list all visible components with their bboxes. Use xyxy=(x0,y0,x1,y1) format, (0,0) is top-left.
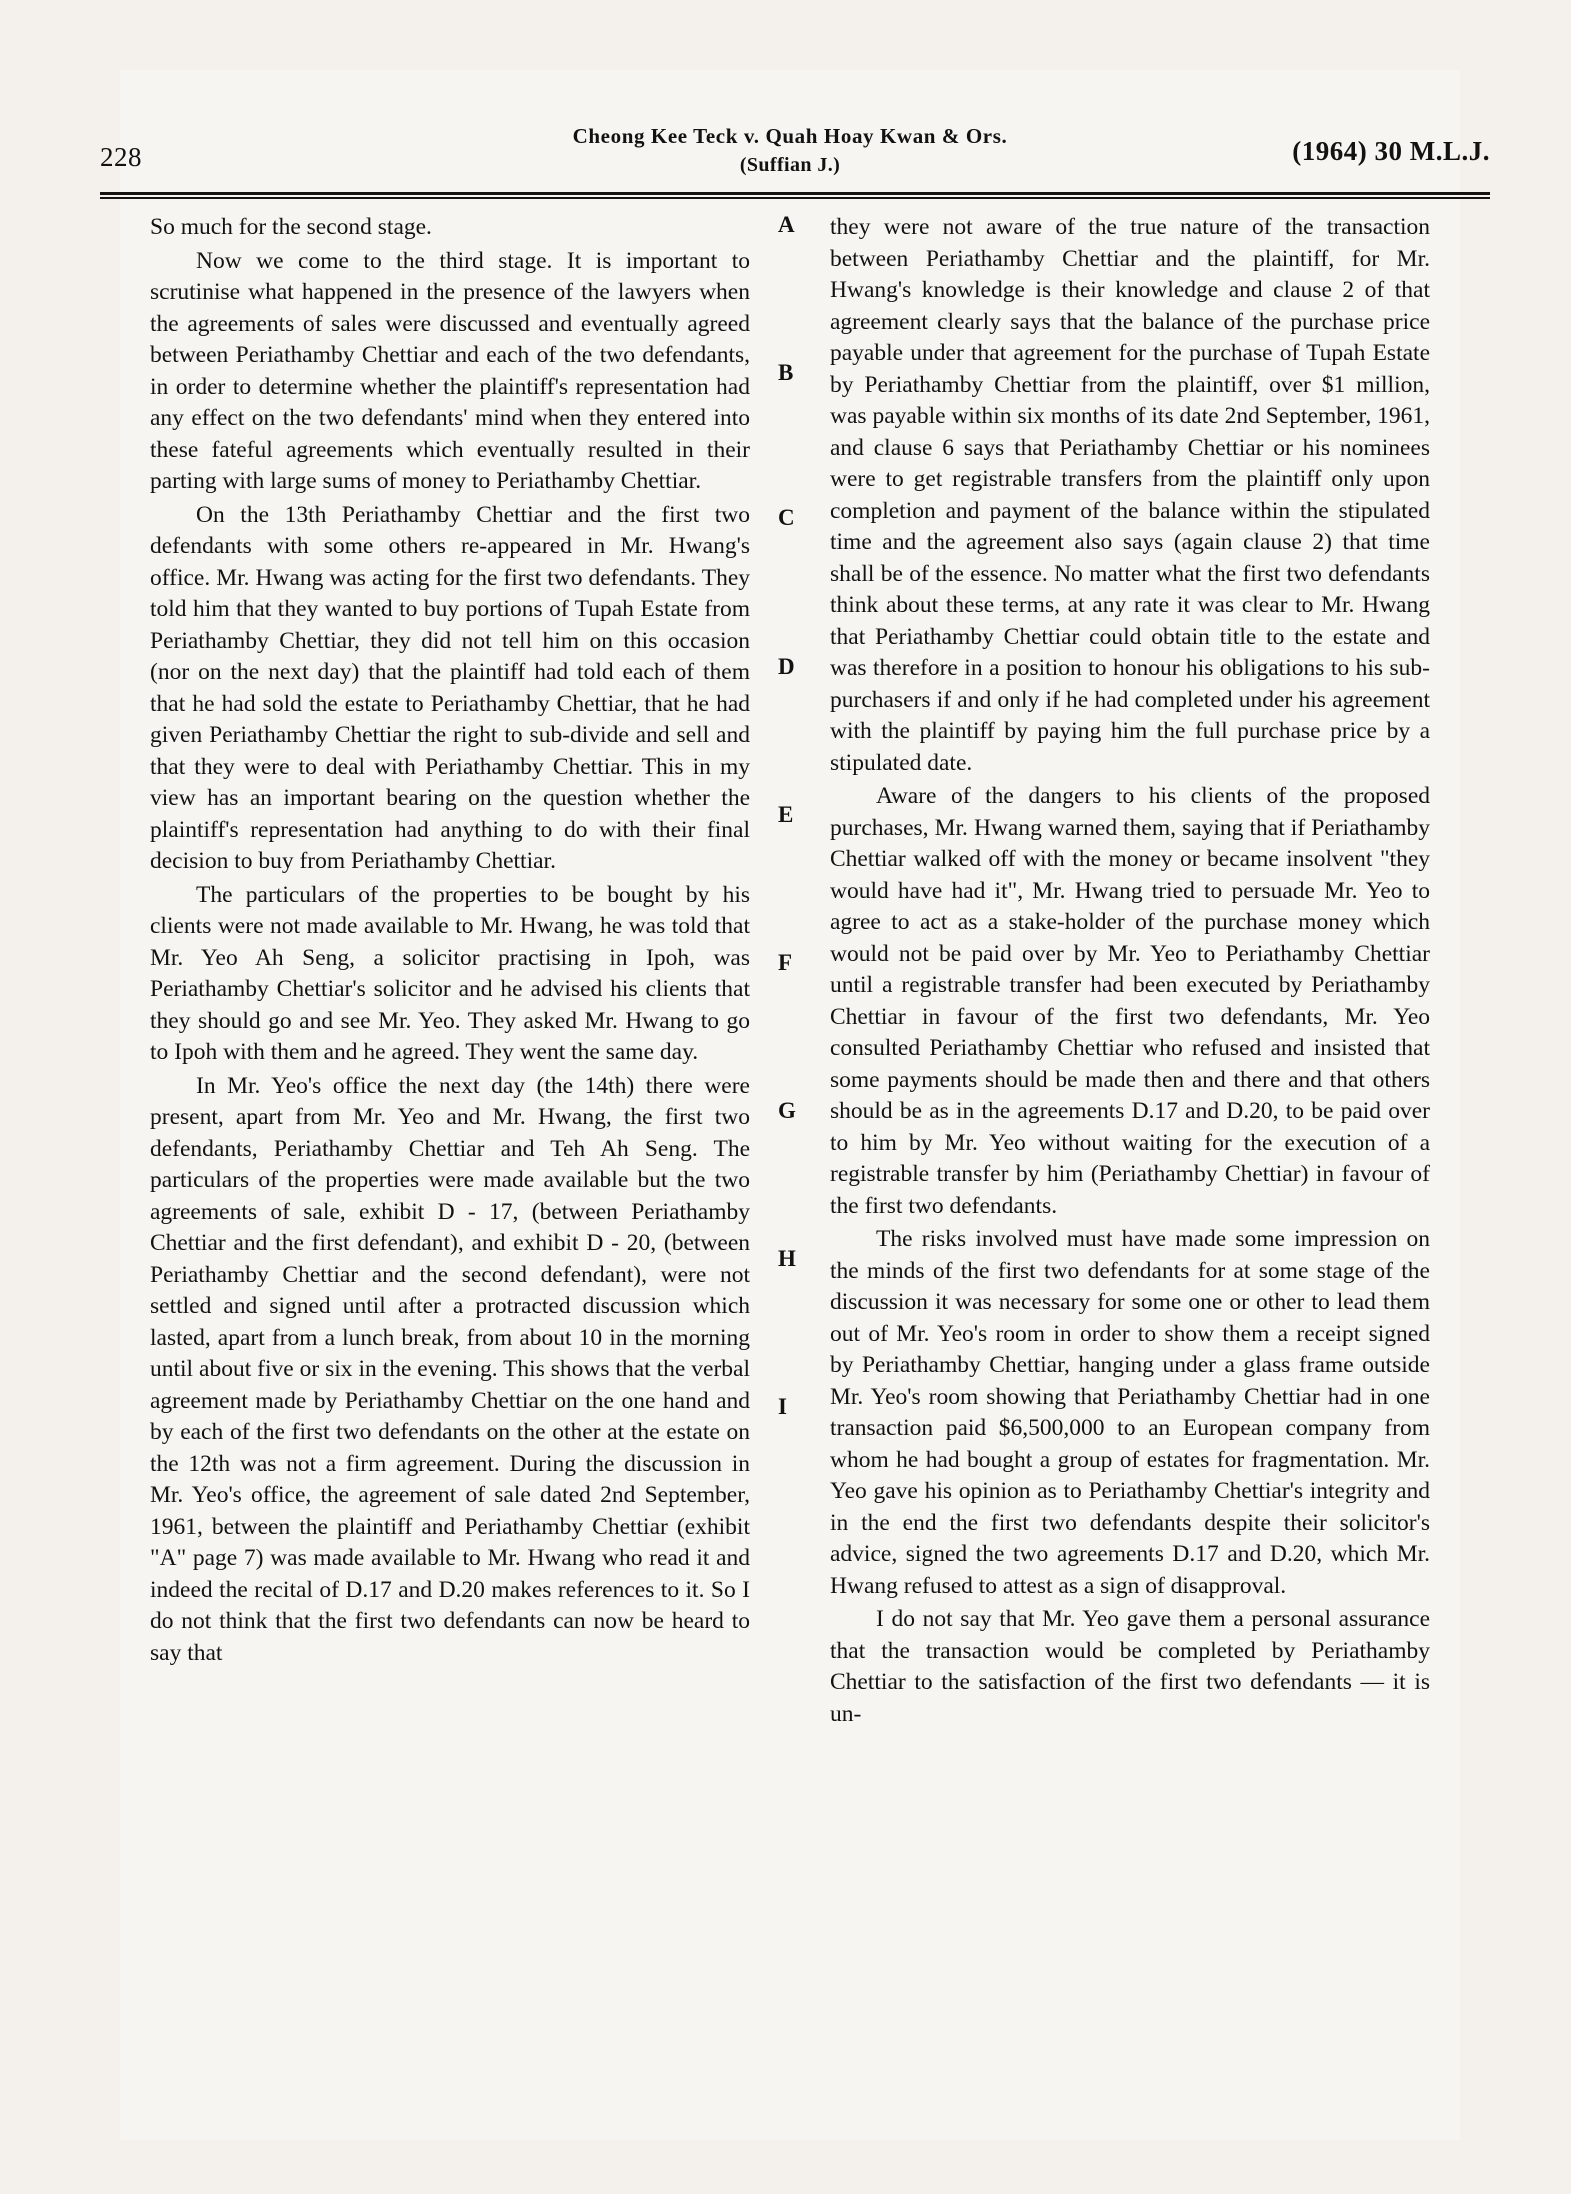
body-paragraph: Now we come to the third stage. It is important to scrutinise what happened in the presence of the lawyers when the agreements of sales were discussed and eventually agreed between Periathamby Chettiar and each of the two defendants, in order to determine whether the plaintiff's representation had any effect on the two defendants' mind when they entered into these fateful agreements which eventually resulted in their parting with large sums of money to Periathamby Chettiar. xyxy=(150,247,750,494)
marginal-letter: G xyxy=(778,1098,796,1123)
marginal-letter: F xyxy=(778,950,793,975)
left-text-column xyxy=(150,212,750,1671)
body-paragraph: In Mr. Yeo's office the next day (the 14th) there were present, apart from Mr. Yeo and Mr. Hwang, the first two defendants, Periathamby Chettiar and Teh Ah Seng. The particulars of the properties were made available but the two agreements of sale, exhibit D - 17, (between Periathamby Chettiar and the first defendant), and exhibit D - 20, (between Periathamby Chettiar and the second defendant), were not settled and signed until after a protracted discussion which lasted, apart from a lunch break, from about 10 in the morning until about five or six in the evening. This shows that the verbal agreement made by Periathamby Chettiar on the one hand and by each of the first two defendants on the other at the estate on the 12th was not a firm agreement. During the discussion in Mr. Yeo's office, the agreement of sale dated 2nd September, 1961, between the plaintiff and Periathamby Chettiar (exhibit "A" page 7) was made available to Mr. Hwang who read it and indeed the recital of D.17 and D.20 makes references to it. So I do not think that the first two defendants can now be heard to say that xyxy=(150,1072,750,1666)
marginal-letter: D xyxy=(778,654,795,679)
marginal-letter: H xyxy=(778,1246,796,1271)
body-paragraph: they were not aware of the true nature of the transaction between Periathamby Chettiar and the plaintiff, for Mr. Hwang's knowledge is their knowledge and clause 2 of that agreement clearly says that the balance of the purchase price payable under that agreement for the purchase of Tupah Estate by Periathamby Chettiar from the plaintiff, over $1 million, was payable within six months of its date 2nd September, 1961, and clause 6 says that Periathamby Chettiar or his nominees were to get registrable transfers from the plaintiff only upon completion and payment of the balance within the stipulated time and the agreement also says (again clause 2) that time shall be of the essence. No matter what the first two defendants think about these terms, at any rate it was clear to Mr. Hwang that Periathamby Chettiar could obtain title to the estate and was therefore in a position to honour his obligations to his sub-purchasers if and only if he had completed under his agreement with the plaintiff by paying him the full purchase price by a stipulated date. xyxy=(830,214,1430,776)
right-text-column xyxy=(830,212,1430,1732)
running-title: Cheong Kee Teck v. Quah Hoay Kwan & Ors. xyxy=(572,124,1008,148)
marginal-letter: A xyxy=(778,212,795,237)
marginal-letter: E xyxy=(778,802,794,827)
marginal-letter: B xyxy=(778,360,794,385)
page-header xyxy=(100,118,1490,188)
marginal-letter: I xyxy=(778,1394,787,1419)
body-paragraph: I do not say that Mr. Yeo gave them a personal assurance that the transaction would be completed by Periathamby Chettiar to the satisfaction of the first two defendants — it is un- xyxy=(830,1606,1430,1727)
body-paragraph: On the 13th Periathamby Chettiar and the first two defendants with some others re-appeared in Mr. Hwang's office. Mr. Hwang was acting for the first two defendants. They told him that they wanted to buy portions of Tupah Estate from Periathamby Chettiar, they did not tell him on this occasion (nor on the next day) that the plaintiff had told each of them that he had sold the estate to Periathamby Chettiar, that he had given Periathamby Chettiar the right to sub-divide and sell and that they were to deal with Periathamby Chettiar. This in my view has an important bearing on the question whether the plaintiff's representation had anything to do with their final decision to buy from Periathamby Chettiar. xyxy=(150,501,750,874)
body-paragraph: Aware of the dangers to his clients of the proposed purchases, Mr. Hwang warned them, saying that if Periathamby Chettiar walked off with the money or became insolvent "they would have had it", Mr. Hwang tried to persuade Mr. Yeo to agree to act as a stake-holder of the purchase money which would not be paid over by Mr. Yeo to Periathamby Chettiar until a registrable transfer had been executed by Periathamby Chettiar in favour of the first two defendants, Mr. Yeo consulted Periathamby Chettiar who refused and insisted that some payments should be made then and there and that others should be as in the agreements D.17 and D.20, to be paid over to him by Mr. Yeo without waiting for the execution of a registrable transfer by him (Periathamby Chettiar) in favour of the first two defendants. xyxy=(830,783,1430,1219)
body-paragraph: So much for the second stage. xyxy=(150,214,432,240)
marginal-letter-column xyxy=(778,212,808,1952)
citation-reference: (1964) 30 M.L.J. xyxy=(1292,136,1490,166)
header-divider xyxy=(100,192,1490,199)
body-paragraph: The risks involved must have made some impression on the minds of the first two defendants for at some stage of the discussion it was necessary for some one or other to lead them out of Mr. Yeo's room in order to show them a receipt signed by Periathamby Chettiar, hanging under a glass frame outside Mr. Yeo's room showing that Periathamby Chettiar had in one transaction paid $6,500,000 to an European company from whom he had bought a group of estates for fragmentation. Mr. Yeo gave his opinion as to Periathamby Chettiar's integrity and in the end the first two defendants despite their solicitor's advice, signed the two agreements D.17 and D.20, which Mr. Hwang refused to attest as a sign of disapproval. xyxy=(830,1226,1430,1599)
folio-number: 228 xyxy=(100,142,142,172)
marginal-letter: C xyxy=(778,505,795,530)
running-subtitle: (Suffian J.) xyxy=(739,154,841,176)
body-paragraph: The particulars of the properties to be bought by his clients were not made available to Mr. Hwang, he was told that Mr. Yeo Ah Seng, a solicitor practising in Ipoh, was Periathamby Chettiar's solicitor and he advised his clients that they should go and see Mr. Yeo. They asked Mr. Hwang to go to Ipoh with them and he agreed. They went the same day. xyxy=(150,881,750,1065)
